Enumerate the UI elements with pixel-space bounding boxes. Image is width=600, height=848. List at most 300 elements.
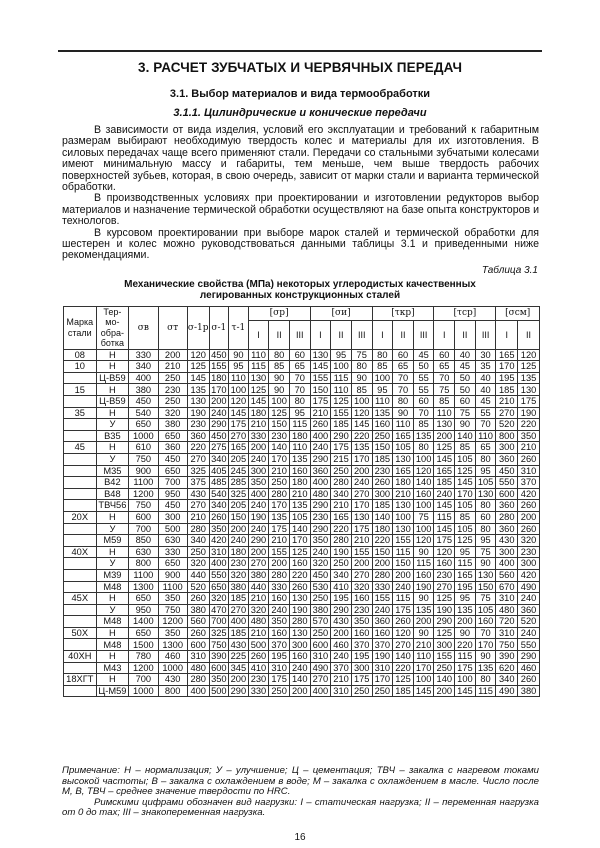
cell-value: 135 [475, 662, 496, 674]
cell-value: 215 [331, 453, 352, 465]
cell-value: 145 [455, 685, 476, 697]
cell-value: 175 [434, 535, 455, 547]
cell-value: 340 [496, 674, 518, 686]
cell-value: 80 [372, 349, 393, 361]
cell-value: 130 [248, 372, 269, 384]
cell-value: 1500 [129, 639, 158, 651]
cell-value: 135 [187, 384, 209, 396]
header-tau-1: τ-1 [229, 307, 249, 350]
table-row [64, 639, 540, 651]
cell-value: 480 [310, 488, 331, 500]
cell-value: 300 [496, 546, 518, 558]
cell-value: 55 [413, 384, 434, 396]
cell-value: 130 [393, 523, 414, 535]
cell-value: 200 [289, 685, 310, 697]
cell-value: 155 [310, 372, 331, 384]
cell-grade [64, 604, 97, 616]
cell-value: 260 [372, 477, 393, 489]
cell-value: 240 [209, 407, 229, 419]
cell-value: 430 [158, 674, 187, 686]
cell-value: 260 [289, 581, 310, 593]
cell-treatment: М43 [96, 662, 129, 674]
cell-value: 180 [393, 477, 414, 489]
cell-value: 175 [518, 396, 540, 408]
cell-value: 405 [209, 465, 229, 477]
cell-value: 230 [518, 546, 540, 558]
cell-value: 450 [310, 569, 331, 581]
cell-value: 320 [351, 581, 372, 593]
cell-value: 80 [413, 442, 434, 454]
cell-treatment: Н [96, 651, 129, 663]
cell-value: 420 [518, 569, 540, 581]
cell-value: 185 [229, 593, 249, 605]
cell-value: 210 [413, 639, 434, 651]
cell-value: 145 [434, 453, 455, 465]
cell-grade [64, 662, 97, 674]
cell-treatment: М39 [96, 569, 129, 581]
header-load: III [289, 321, 310, 349]
cell-value: 90 [229, 349, 249, 361]
cell-value: 1100 [129, 477, 158, 489]
header-load: I [248, 321, 269, 349]
cell-value: 175 [393, 604, 414, 616]
cell-value: 40 [475, 384, 496, 396]
cell-value: 105 [455, 500, 476, 512]
cell-value: 160 [269, 593, 290, 605]
cell-value: 620 [496, 662, 518, 674]
cell-value: 320 [248, 604, 269, 616]
cell-value: 220 [518, 419, 540, 431]
cell-treatment: Ц-В59 [96, 372, 129, 384]
cell-grade: 45 [64, 442, 97, 454]
cell-value: 185 [496, 384, 518, 396]
cell-value: 270 [310, 674, 331, 686]
cell-value: 400 [209, 558, 229, 570]
cell-value: 125 [289, 546, 310, 558]
cell-value: 130 [518, 384, 540, 396]
cell-value: 110 [229, 372, 249, 384]
cell-treatment: Н [96, 546, 129, 558]
cell-value: 270 [434, 581, 455, 593]
cell-value: 145 [248, 396, 269, 408]
cell-value: 1000 [129, 430, 158, 442]
cell-value: 60 [434, 349, 455, 361]
cell-value: 120 [434, 546, 455, 558]
cell-grade [64, 372, 97, 384]
cell-value: 240 [434, 488, 455, 500]
cell-value: 210 [248, 419, 269, 431]
cell-value: 440 [248, 581, 269, 593]
cell-value: 290 [310, 500, 331, 512]
cell-value: 55 [413, 372, 434, 384]
cell-value: 360 [187, 430, 209, 442]
cell-grade: 40Х [64, 546, 97, 558]
cell-value: 240 [518, 627, 540, 639]
cell-value: 210 [351, 535, 372, 547]
cell-value: 140 [434, 674, 455, 686]
cell-value: 280 [187, 523, 209, 535]
table-row [64, 430, 540, 442]
cell-value: 125 [269, 407, 290, 419]
cell-value: 240 [372, 604, 393, 616]
cell-grade [64, 535, 97, 547]
cell-value: 175 [455, 662, 476, 674]
cell-grade: 45Х [64, 593, 97, 605]
cell-value: 100 [413, 674, 434, 686]
cell-value: 55 [475, 407, 496, 419]
cell-value: 80 [351, 361, 372, 373]
cell-value: 150 [372, 442, 393, 454]
cell-value: 240 [393, 581, 414, 593]
cell-value: 135 [372, 407, 393, 419]
cell-value: 65 [475, 442, 496, 454]
cell-value: 200 [434, 685, 455, 697]
cell-value: 45 [455, 361, 476, 373]
cell-value: 250 [310, 593, 331, 605]
cell-value: 450 [496, 465, 518, 477]
cell-value: 900 [158, 569, 187, 581]
cell-treatment: ТВЧ56 [96, 500, 129, 512]
cell-value: 250 [269, 685, 290, 697]
cell-value: 155 [351, 546, 372, 558]
cell-value: 200 [158, 349, 187, 361]
cell-value: 95 [229, 361, 249, 373]
cell-value: 230 [187, 419, 209, 431]
cell-value: 115 [455, 651, 476, 663]
cell-value: 85 [269, 361, 290, 373]
cell-value: 600 [209, 662, 229, 674]
cell-value: 650 [209, 581, 229, 593]
cell-value: 175 [351, 674, 372, 686]
cell-value: 110 [289, 442, 310, 454]
cell-value: 95 [455, 593, 476, 605]
cell-value: 230 [351, 604, 372, 616]
table-row [64, 581, 540, 593]
cell-value: 145 [434, 523, 455, 535]
cell-value: 250 [372, 430, 393, 442]
cell-value: 190 [289, 604, 310, 616]
header-load: II [455, 321, 476, 349]
cell-value: 460 [518, 662, 540, 674]
cell-grade: 50Х [64, 627, 97, 639]
cell-value: 160 [351, 593, 372, 605]
table-row [64, 685, 540, 697]
cell-value: 210 [496, 396, 518, 408]
cell-value: 100 [413, 500, 434, 512]
cell-value: 230 [248, 674, 269, 686]
cell-value: 800 [158, 685, 187, 697]
cell-value: 340 [331, 488, 352, 500]
cell-value: 165 [229, 442, 249, 454]
cell-value: 340 [209, 500, 229, 512]
table-body [64, 349, 540, 697]
cell-value: 155 [393, 535, 414, 547]
cell-value: 330 [372, 581, 393, 593]
cell-value: 175 [351, 523, 372, 535]
cell-value: 220 [187, 442, 209, 454]
cell-value: 320 [158, 407, 187, 419]
cell-treatment: Н [96, 627, 129, 639]
cell-value: 750 [496, 639, 518, 651]
cell-value: 195 [455, 581, 476, 593]
cell-value: 600 [187, 639, 209, 651]
cell-value: 200 [393, 569, 414, 581]
cell-value: 290 [310, 453, 331, 465]
cell-value: 1300 [158, 639, 187, 651]
cell-value: 45 [475, 396, 496, 408]
cell-value: 220 [393, 662, 414, 674]
cell-value: 135 [413, 604, 434, 616]
cell-value: 80 [475, 453, 496, 465]
cell-value: 100 [413, 453, 434, 465]
header-sigma-1: σ-1 [209, 307, 229, 350]
cell-value: 115 [434, 511, 455, 523]
cell-value: 125 [248, 384, 269, 396]
cell-value: 155 [331, 407, 352, 419]
cell-value: 520 [187, 581, 209, 593]
cell-value: 630 [129, 546, 158, 558]
table-row [64, 500, 540, 512]
cell-value: 240 [248, 523, 269, 535]
cell-value: 630 [158, 535, 187, 547]
cell-value: 95 [372, 384, 393, 396]
cell-value: 340 [129, 361, 158, 373]
cell-value: 275 [209, 442, 229, 454]
cell-value: 200 [209, 396, 229, 408]
cell-value: 85 [372, 361, 393, 373]
paragraph: В курсовом проектировании при выборе марок сталей и термической обработки для шестерен и колес можно руководствоваться данными таблицы 3.1 и приведенными ниже рекомендациями. [62, 226, 539, 262]
cell-grade: 40ХН [64, 651, 97, 663]
cell-treatment: Ц-М59 [96, 685, 129, 697]
table-row [64, 361, 540, 373]
cell-value: 60 [455, 396, 476, 408]
cell-value: 420 [209, 535, 229, 547]
note-load-types: Римскими цифрами обозначен вид нагрузки: I – статическая нагрузка; II – переменная нагрузка от 0 до max; III – знакопеременная нагрузка. [62, 796, 539, 819]
table-row [64, 407, 540, 419]
cell-treatment: Н [96, 361, 129, 373]
cell-grade [64, 488, 97, 500]
cell-value: 145 [187, 372, 209, 384]
cell-value: 200 [248, 546, 269, 558]
cell-value: 310 [372, 662, 393, 674]
cell-value: 130 [289, 593, 310, 605]
table-title-line: легированных конструкционных сталей [199, 290, 401, 301]
cell-value: 240 [310, 442, 331, 454]
cell-value: 570 [310, 616, 331, 628]
cell-value: 400 [310, 477, 331, 489]
cell-value: 140 [269, 442, 290, 454]
cell-value: 90 [269, 384, 290, 396]
cell-value: 360 [158, 442, 187, 454]
cell-grade [64, 569, 97, 581]
cell-value: 130 [310, 349, 331, 361]
cell-value: 280 [269, 488, 290, 500]
cell-treatment: М59 [96, 535, 129, 547]
cell-value: 470 [209, 604, 229, 616]
cell-value: 100 [351, 396, 372, 408]
cell-grade: 10 [64, 361, 97, 373]
cell-value: 60 [393, 349, 414, 361]
cell-value: 360 [496, 523, 518, 535]
cell-value: 120 [229, 396, 249, 408]
cell-value: 380 [310, 604, 331, 616]
cell-value: 250 [158, 372, 187, 384]
cell-value: 130 [351, 511, 372, 523]
cell-value: 560 [496, 569, 518, 581]
cell-value: 240 [248, 453, 269, 465]
cell-value: 240 [310, 546, 331, 558]
table-title [0, 279, 600, 301]
cell-treatment: М48 [96, 581, 129, 593]
cell-value: 520 [496, 419, 518, 431]
cell-value: 420 [518, 488, 540, 500]
cell-value: 165 [393, 430, 414, 442]
table-row [64, 488, 540, 500]
cell-value: 115 [413, 558, 434, 570]
cell-value: 100 [372, 372, 393, 384]
cell-value: 80 [475, 500, 496, 512]
cell-value: 90 [413, 546, 434, 558]
cell-value: 370 [518, 477, 540, 489]
cell-value: 160 [372, 627, 393, 639]
cell-value: 50 [413, 361, 434, 373]
cell-value: 600 [129, 511, 158, 523]
cell-value: 110 [475, 430, 496, 442]
cell-value: 115 [393, 593, 414, 605]
cell-value: 450 [158, 500, 187, 512]
cell-value: 175 [331, 442, 352, 454]
cell-value: 100 [393, 511, 414, 523]
cell-value: 610 [129, 442, 158, 454]
cell-value: 340 [209, 453, 229, 465]
cell-value: 750 [209, 639, 229, 651]
cell-value: 65 [393, 361, 414, 373]
cell-value: 240 [248, 500, 269, 512]
cell-value: 130 [475, 488, 496, 500]
cell-value: 160 [289, 465, 310, 477]
cell-value: 170 [351, 453, 372, 465]
cell-value: 60 [289, 349, 310, 361]
cell-value: 185 [229, 627, 249, 639]
cell-treatment: У [96, 419, 129, 431]
cell-value: 950 [129, 604, 158, 616]
cell-treatment: Н [96, 349, 129, 361]
table-row [64, 662, 540, 674]
cell-treatment: В48 [96, 488, 129, 500]
cell-value: 160 [475, 616, 496, 628]
cell-value: 125 [393, 674, 414, 686]
table-row [64, 453, 540, 465]
cell-value: 85 [413, 419, 434, 431]
cell-value: 300 [518, 558, 540, 570]
cell-value: 160 [289, 651, 310, 663]
cell-value: 75 [455, 407, 476, 419]
cell-value: 70 [289, 384, 310, 396]
cell-value: 500 [209, 685, 229, 697]
cell-value: 210 [158, 361, 187, 373]
cell-grade [64, 581, 97, 593]
cell-value: 210 [518, 442, 540, 454]
cell-value: 230 [229, 558, 249, 570]
cell-value: 90 [269, 372, 290, 384]
cell-grade: 20Х [64, 511, 97, 523]
cell-value: 650 [158, 558, 187, 570]
cell-value: 60 [413, 396, 434, 408]
cell-value: 135 [351, 442, 372, 454]
cell-value: 390 [209, 651, 229, 663]
cell-value: 280 [187, 674, 209, 686]
cell-value: 950 [158, 488, 187, 500]
cell-value: 125 [434, 442, 455, 454]
cell-grade: 18ХГТ [64, 674, 97, 686]
cell-value: 195 [269, 651, 290, 663]
cell-value: 280 [269, 569, 290, 581]
cell-value: 170 [413, 662, 434, 674]
cell-value: 130 [187, 396, 209, 408]
header-load: III [351, 321, 372, 349]
table-title-line: Механические свойства (МПа) некоторых углеродистых качественных [124, 279, 476, 290]
cell-value: 90 [413, 627, 434, 639]
cell-value: 200 [455, 616, 476, 628]
cell-value: 170 [455, 488, 476, 500]
cell-value: 80 [289, 396, 310, 408]
cell-value: 185 [331, 419, 352, 431]
cell-value: 90 [393, 407, 414, 419]
cell-value: 105 [455, 453, 476, 465]
cell-value: 120 [393, 627, 414, 639]
cell-value: 240 [518, 593, 540, 605]
cell-value: 230 [372, 465, 393, 477]
cell-value: 140 [455, 430, 476, 442]
cell-value: 380 [518, 685, 540, 697]
cell-value: 70 [413, 407, 434, 419]
cell-grade [64, 500, 97, 512]
cell-value: 125 [434, 627, 455, 639]
cell-value: 115 [475, 685, 496, 697]
cell-value: 80 [475, 674, 496, 686]
cell-value: 190 [518, 407, 540, 419]
cell-value: 70 [289, 372, 310, 384]
cell-value: 190 [413, 581, 434, 593]
cell-value: 190 [331, 546, 352, 558]
cell-value: 50 [455, 372, 476, 384]
cell-value: 390 [496, 651, 518, 663]
cell-value: 320 [187, 558, 209, 570]
header-grade: Марка стали [64, 307, 97, 350]
cell-value: 280 [289, 616, 310, 628]
cell-value: 95 [455, 546, 476, 558]
cell-value: 260 [518, 500, 540, 512]
cell-value: 220 [289, 569, 310, 581]
cell-value: 310 [209, 546, 229, 558]
cell-value: 350 [158, 593, 187, 605]
cell-value: 270 [187, 500, 209, 512]
cell-value: 135 [269, 511, 290, 523]
header-group-tau-sr: [τср] [434, 307, 496, 321]
header-load: III [413, 321, 434, 349]
cell-value: 300 [372, 488, 393, 500]
cell-value: 70 [475, 419, 496, 431]
cell-value: 400 [187, 685, 209, 697]
cell-value: 95 [475, 535, 496, 547]
cell-value: 90 [455, 627, 476, 639]
cell-value: 195 [496, 372, 518, 384]
cell-treatment: Ц-В59 [96, 396, 129, 408]
cell-value: 140 [372, 511, 393, 523]
cell-value: 230 [158, 384, 187, 396]
cell-treatment: Н [96, 384, 129, 396]
cell-value: 120 [518, 349, 540, 361]
